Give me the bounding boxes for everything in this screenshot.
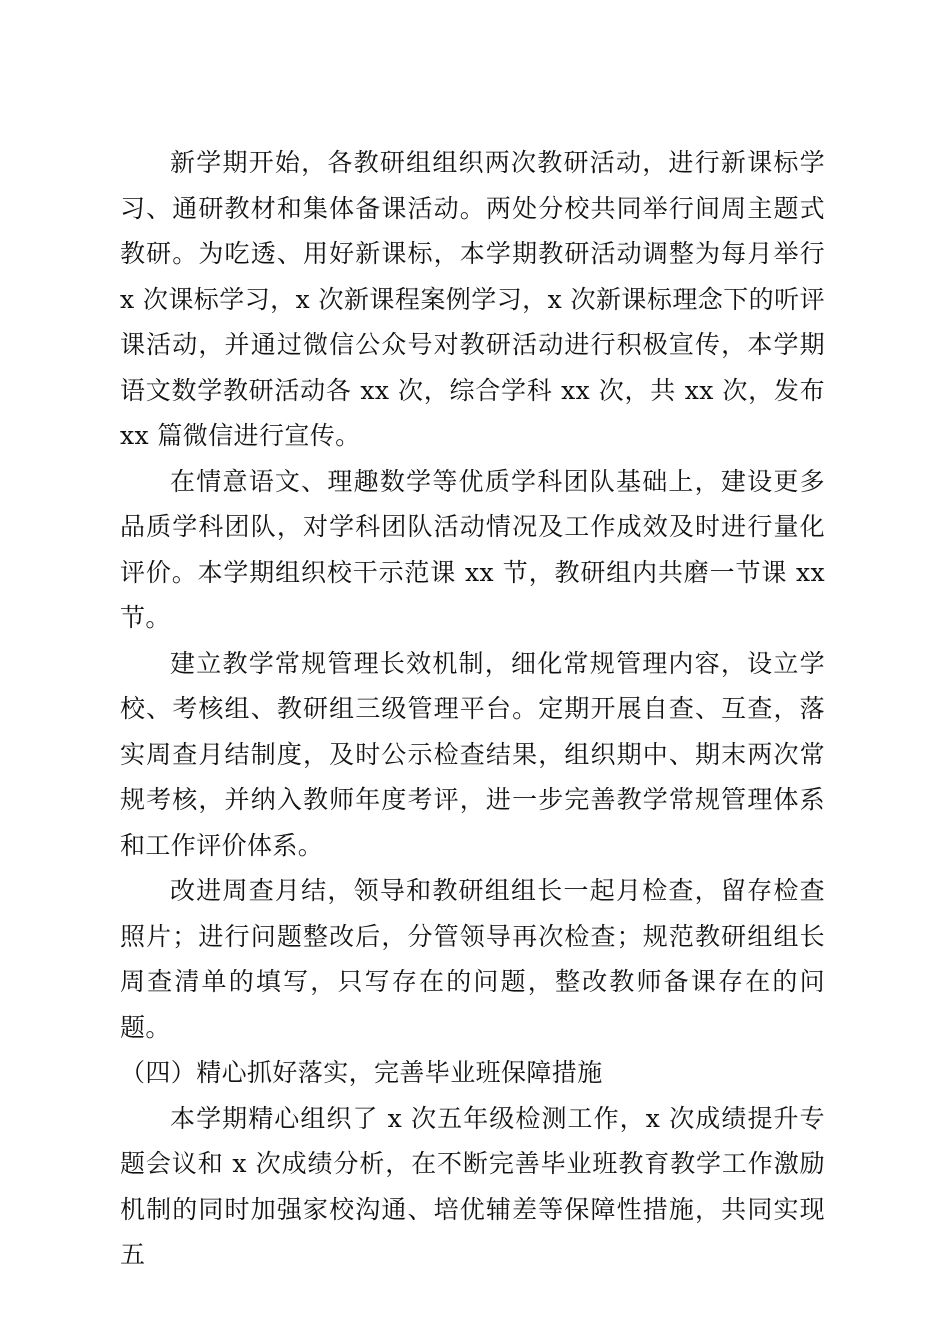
section-heading: （四）精心抓好落实，完善毕业班保障措施 <box>120 1058 603 1087</box>
paragraph-subject-teams: 在情意语文、理趣数学等优质学科团队基础上，建设更多品质学科团队，对学科团队活动情况及工作成效及时进行量化评价。本学期组织校干示范课 xx 节，教研组内共磨一节课 xx 节。 <box>120 466 825 632</box>
paragraph-weekly-check: 改进周查月结，领导和教研组组长一起月检查，留存检查照片；进行问题整改后，分管领导再次检查；规范教研组组长周查清单的填写，只写存在的问题，整改教师备课存在的问题。 <box>120 876 825 1042</box>
paragraph-graduating-class: 本学期精心组织了 x 次五年级检测工作，x 次成绩提升专题会议和 x 次成绩分析，在不断完善毕业班教育教学工作激励机制的同时加强家校沟通、培优辅差等保障性措施，共同实现五 <box>120 1103 825 1269</box>
paragraph-teaching-research: 新学期开始，各教研组组织两次教研活动，进行新课标学习、通研教材和集体备课活动。两处分校共同举行间周主题式教研。为吃透、用好新课标，本学期教研活动调整为每月举行 x 次课标学习，x 次新课程案例学习，x 次新课标理念下的听评课活动，并通过微信公众号对教研活动进行积极宣传，本学期语文数学教研活动各 xx 次，综合学科 xx 次，共 xx 次，发布 xx 篇微信进行宣传。 <box>120 148 825 450</box>
document-body <box>120 140 825 1278</box>
paragraph-routine-management: 建立教学常规管理长效机制，细化常规管理内容，设立学校、考核组、教研组三级管理平台。定期开展自查、互查，落实周查月结制度，及时公示检查结果，组织期中、期末两次常规考核，并纳入教师年度考评，进一步完善教学常规管理体系和工作评价体系。 <box>120 648 825 860</box>
